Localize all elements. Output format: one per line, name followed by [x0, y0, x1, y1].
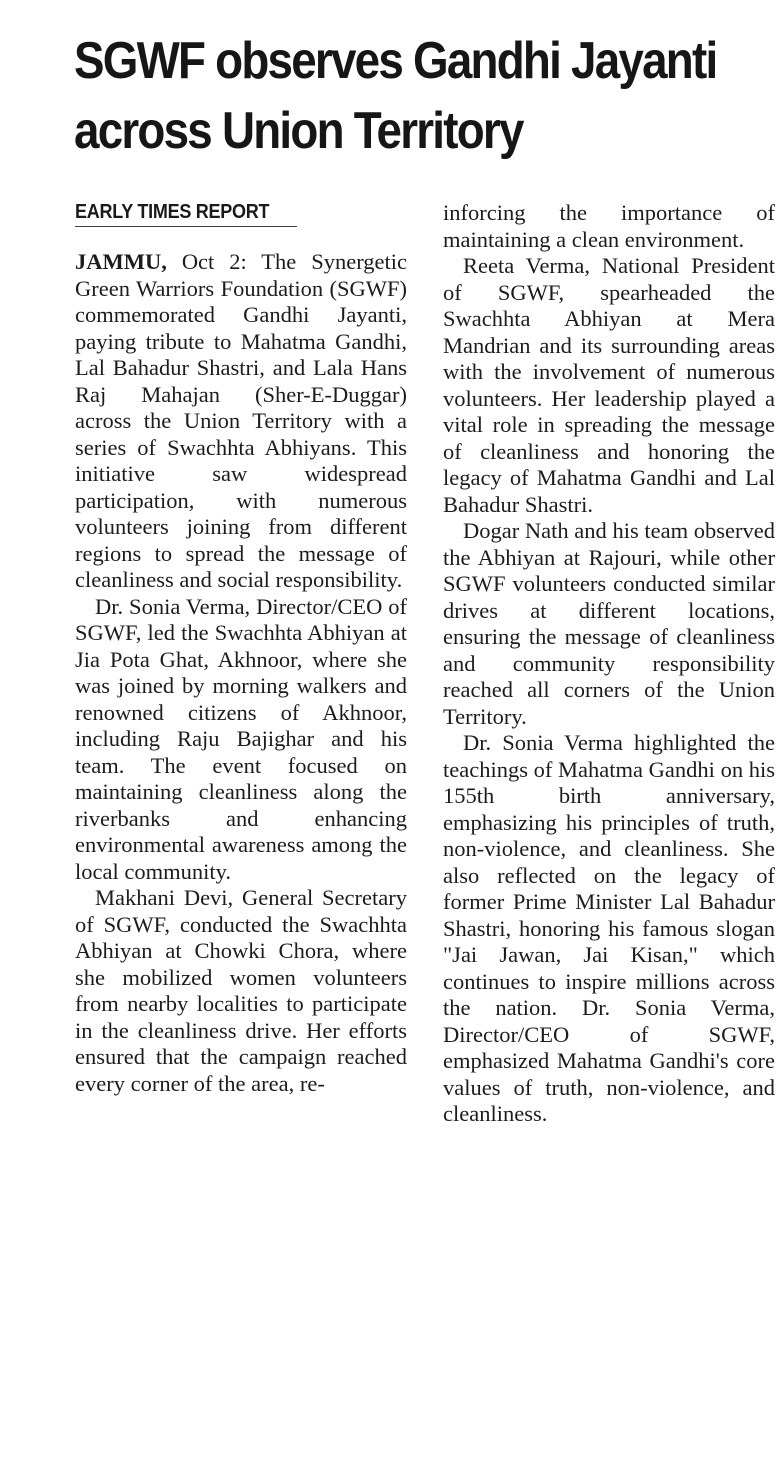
article-column-left — [75, 200, 407, 1097]
article-column-right — [443, 200, 775, 1128]
byline: EARLY TIMES REPORT — [75, 201, 270, 223]
headline-line-1: SGWF observes Gandhi Jayanti — [74, 32, 717, 90]
paragraph-4: Reeta Verma, National President of SGWF, spearheaded the Swachhta Abhiyan at Mera Mandrian and its surrounding areas with the involvement of numerous volunteers. Her leadership played a vital role in spreading the message of cleanliness and honoring the legacy of Mahatma Gandhi and Lal Bahadur Shastri. — [443, 253, 775, 517]
paragraph-3: Makhani Devi, General Secretary of SGWF, conducted the Swachhta Abhiyan at Chowki Chora, where she mobilized women volunteers from nearby localities to participate in the cleanliness drive. Her efforts ensured that the campaign reached every corner of the area, re- — [75, 885, 407, 1096]
paragraph-1 — [75, 249, 407, 594]
headline-line-2: across Union Territory — [74, 102, 523, 160]
paragraph-1-text: Oct 2: The Synergetic Green Warriors Foundation (SGWF) commemorated Gandhi Jayanti, paying tribute to Mahatma Gandhi, Lal Bahadur Shastri, and Lala Hans Raj Mahajan (Sher-E-Duggar) across the Union Territory with a series of Swachhta Abhiyans. This initiative saw widespread participation, with numerous volunteers joining from different regions to spread the message of cleanliness and social responsibility. — [75, 249, 408, 592]
paragraph-6: Dr. Sonia Verma highlighted the teachings of Mahatma Gandhi on his 155th birth anniversary, emphasizing his principles of truth, non-violence, and cleanliness. She also reflected on the legacy of former Prime Minister Lal Bahadur Shastri, honoring his famous slogan "Jai Jawan, Jai Kisan," which continues to inspire millions across the nation. Dr. Sonia Verma, Director/CEO of SGWF, emphasized Mahatma Gandhi's core values of truth, non-violence, and cleanliness. — [443, 730, 775, 1126]
paragraph-5: Dogar Nath and his team observed the Abhiyan at Rajouri, while other SGWF volunteers conducted similar drives at different locations, ensuring the message of cleanliness and community responsibility reached all corners of the Union Territory. — [443, 518, 775, 729]
byline-rule — [75, 226, 297, 227]
dateline: JAMMU, — [75, 249, 167, 274]
paragraph-2: Dr. Sonia Verma, Director/CEO of SGWF, led the Swachhta Abhiyan at Jia Pota Ghat, Akhnoor, where she was joined by morning walkers and renowned citizens of Akhnoor, including Raju Bajighar and his team. The event focused on maintaining cleanliness along the riverbanks and enhancing environmental awareness among the local community. — [75, 593, 407, 884]
headline — [74, 26, 717, 166]
paragraph-3-continued: inforcing the importance of maintaining a clean environment. — [443, 200, 775, 252]
